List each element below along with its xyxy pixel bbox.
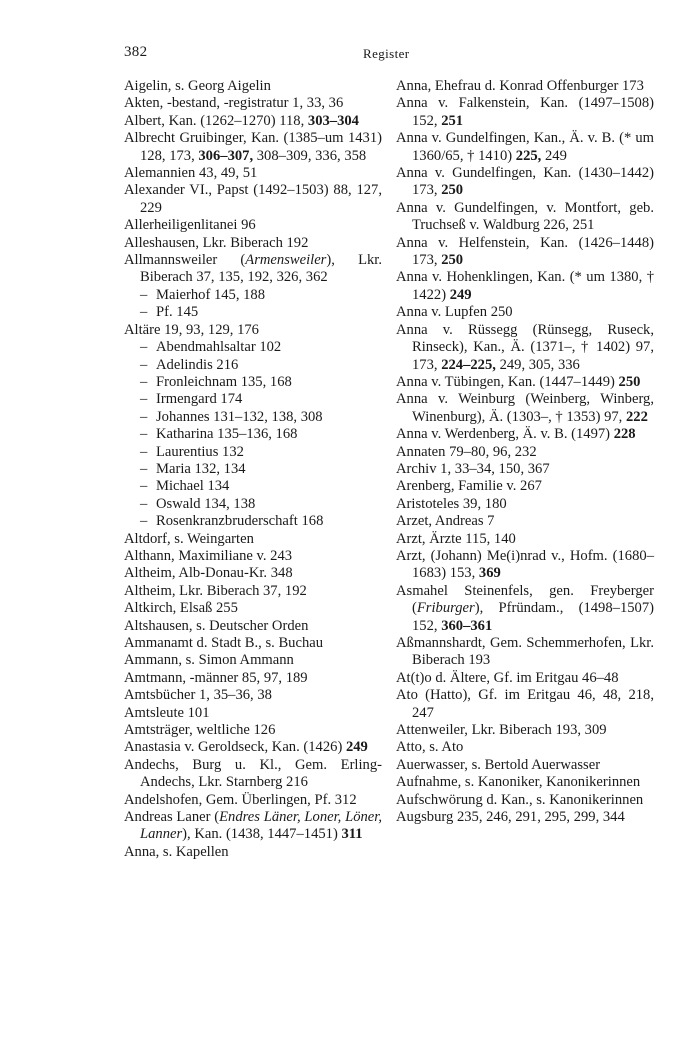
entry-text: Albert, Kan. (1262–1270) 118, [124,112,308,129]
entry-text: Maria 132, 134 [156,460,246,477]
entry-text: Altkirch, Elsaß 255 [124,600,238,617]
entry-text: Archiv 1, 33–34, 150, 367 [396,460,550,477]
page-ref-bold: 250 [441,252,464,269]
variant-name: Endres Läner, Loner, Löner, Lanner [140,809,382,843]
page-ref-bold: 303–304 [307,112,359,129]
entry-text: Arenberg, Familie v. 267 [396,478,542,495]
subentry-dash: – [140,495,148,512]
index-column-right [396,78,654,826]
index-entry [396,374,654,391]
entry-text: Amtsbücher 1, 35–36, 38 [124,687,272,704]
entry-text: Arzt, (Johann) Me(i)nrad v., Hofm. (1680–1683) 153, [396,547,654,582]
entry-text: ), Kan. (1438, 1447–1451) [182,826,342,843]
index-subentry [124,374,382,391]
entry-text: Arzt, Ärzte 115, 140 [396,530,516,547]
index-entry [396,513,654,530]
index-entry [396,687,654,722]
index-entry [124,600,382,617]
entry-text: At(t)o d. Ältere, Gf. im Eritgau 46–48 [396,669,619,686]
entry-text: Irmengard 174 [156,391,243,408]
entry-text: Ammann, s. Simon Ammann [124,652,294,669]
index-subentry [124,426,382,443]
index-subentry [124,478,382,495]
entry-text: Anna v. Helfenstein, Kan. (1426–1448) 173, [396,234,654,269]
entry-text: Laurentius 132 [156,443,244,460]
index-entry [396,531,654,548]
entry-text: Abendmahlsaltar 102 [156,339,282,356]
variant-name: Armensweiler [245,252,327,269]
index-subentry [124,357,382,374]
index-entry [396,322,654,374]
entry-text: Ammanamt d. Stadt B., s. Buchau [124,635,324,651]
index-entry [396,78,654,95]
entry-text: 249 [541,147,567,164]
entry-text: Anna v. Hohenklingen, Kan. (* um 1380, † 1422) [396,269,654,303]
index-entry [124,130,382,165]
index-entry [124,583,382,600]
index-entry [124,113,382,130]
entry-text: Aßmannshardt, Gem. Schemmerhofen, Lkr. Biberach 193 [396,635,654,669]
page-ref-bold: 306–307, [198,147,254,164]
entry-text: Aufnahme, s. Kanoniker, Kanonikerinnen [396,774,641,791]
index-entry [124,844,382,861]
index-entry [124,95,382,112]
index-subentry [124,444,382,461]
index-entry [124,652,382,669]
entry-text: 249, 305, 336 [495,356,580,373]
page-ref-bold: 225, [515,147,542,164]
index-entry [124,739,382,756]
subentry-dash: – [140,513,148,530]
entry-text: Attenweiler, Lkr. Biberach 193, 309 [396,722,607,739]
entry-text: Ato (Hatto), Gf. im Eritgau 46, 48, 218, 247 [396,687,654,721]
subentry-dash: – [140,373,148,390]
subentry-dash: – [140,460,148,477]
page-number: 382 [124,44,148,60]
index-entry [396,583,654,635]
entry-text: Amtsleute 101 [124,704,210,721]
index-entry [396,792,654,809]
page-ref-bold: 369 [478,565,501,582]
index-subentry [124,461,382,478]
index-entry [396,722,654,739]
entry-text: Aufschwörung d. Kan., s. Kanonikerinnen [396,791,644,808]
index-entry [124,670,382,687]
entry-text: Albrecht Gruibinger, Kan. (1385–um 1431) 128, 173, [124,130,382,164]
index-entry [124,565,382,582]
variant-name: Friburger [416,600,475,617]
entry-text: Anna v. Tübingen, Kan. (1447–1449) [396,373,619,390]
subentry-dash: – [140,443,148,460]
entry-text: Fronleichnam 135, 168 [156,373,292,390]
index-entry [124,809,382,844]
index-entry [396,670,654,687]
entry-text: Oswald 134, 138 [156,495,256,512]
index-entry [124,217,382,234]
entry-text: Pf. 145 [156,304,199,321]
subentry-dash: – [140,408,148,425]
index-entry [124,618,382,635]
entry-text: Atto, s. Ato [396,739,464,756]
subentry-dash: – [140,478,148,495]
entry-text: Anna v. Falkenstein, Kan. (1497–1508) 152, [396,95,654,129]
subentry-dash: – [140,391,148,408]
index-column-left [124,78,382,861]
index-entry [124,757,382,792]
index-entry [396,757,654,774]
index-entry [124,531,382,548]
index-subentry [124,339,382,356]
index-entry [124,165,382,182]
entry-text: Maierhof 145, 188 [156,286,266,303]
index-entry [396,461,654,478]
entry-text: Arzet, Andreas 7 [396,513,495,530]
index-entry [396,739,654,756]
entry-text: Anna, Ehefrau d. Konrad Offenburger 173 [396,78,644,94]
entry-text: Andreas Laner ( [124,809,220,826]
index-entry [396,478,654,495]
index-entry [396,269,654,304]
index-subentry [124,409,382,426]
entry-text: Anna v. Rüssegg (Rünsegg, Ruseck, Rinseck), Kan., Ä. (1371–, † 1402) 97, 173, [396,321,654,373]
entry-text: Altdorf, s. Weingarten [124,530,254,547]
page-ref-bold: 224–225, [441,356,496,373]
index-entry [124,182,382,217]
entry-text: Amtsträger, weltliche 126 [124,722,276,739]
page-ref-bold: 222 [625,408,648,425]
index-entry [396,391,654,426]
index-entry [396,95,654,130]
index-entry [124,252,382,287]
index-entry [396,809,654,826]
index-entry [124,792,382,809]
index-entry [396,200,654,235]
index-entry [124,722,382,739]
entry-text: Anna v. Werdenberg, Ä. v. B. (1497) [396,426,614,443]
index-subentry [124,391,382,408]
index-entry [396,496,654,513]
entry-text: Anna v. Gundelfingen, v. Montfort, geb. Truchseß v. Waldburg 226, 251 [396,199,654,234]
page-ref-bold: 251 [441,112,464,129]
index-entry [396,774,654,791]
entry-text: Allerheiligenlitanei 96 [124,217,256,234]
entry-text: Allmannsweiler ( [124,252,246,269]
entry-text: Anastasia v. Geroldseck, Kan. (1426) [124,739,346,756]
page-ref-bold: 228 [613,426,636,443]
index-entry [396,635,654,670]
index-entry [396,444,654,461]
index-entry [124,705,382,722]
entry-text: Anna v. Gundelfingen, Kan. (1430–1442) 173, [396,165,654,199]
entry-text: Altshausen, s. Deutscher Orden [124,617,309,634]
index-entry [396,130,654,165]
entry-text: Amtmann, -männer 85, 97, 189 [124,669,308,686]
subentry-dash: – [140,426,148,443]
running-head: Register [363,46,410,61]
entry-text: Asmahel Steinenfels, gen. Freyberger ( [396,582,654,617]
page-ref-bold: 249 [345,739,368,756]
entry-text: ), Lkr. Biberach 37, 135, 192, 326, 362 [140,252,382,286]
index-entry [124,635,382,652]
page-ref-bold: 311 [341,826,363,843]
entry-text: Alemannien 43, 49, 51 [124,165,258,182]
entry-text: Alexander VI., Papst (1492–1503) 88, 127, 229 [124,182,382,216]
entry-text: Altheim, Alb-Donau-Kr. 348 [124,565,293,582]
index-entry [124,322,382,339]
entry-text: Anna v. Weinburg (Weinberg, Winberg, Winenburg), Ä. (1303–, † 1353) 97, [396,391,654,425]
index-subentry [124,304,382,321]
entry-text: Katharina 135–136, 168 [156,426,298,443]
entry-text: Aristoteles 39, 180 [396,495,507,512]
page-ref-bold: 250 [441,182,464,199]
entry-text: Andelshofen, Gem. Überlingen, Pf. 312 [124,791,357,808]
index-entry [396,548,654,583]
entry-text: 308–309, 336, 358 [253,147,367,164]
index-entry [124,687,382,704]
entry-text: Johannes 131–132, 138, 308 [156,408,323,425]
entry-text: Anna v. Gundelfingen, Kan., Ä. v. B. (* um 1360/65, † 1410) [396,130,654,164]
index-entry [396,235,654,270]
subentry-dash: – [140,339,148,356]
entry-text: Akten, -bestand, -registratur 1, 33, 36 [124,95,344,112]
entry-text: Altäre 19, 93, 129, 176 [124,321,259,338]
page-ref-bold: 360–361 [441,617,493,634]
entry-text: Andechs, Burg u. Kl., Gem. Erling-Andechs, Lkr. Starnberg 216 [124,756,382,791]
entry-text: Michael 134 [156,478,230,495]
entry-text: Annaten 79–80, 96, 232 [396,443,537,460]
subentry-dash: – [140,356,148,373]
index-entry [396,165,654,200]
entry-text: Alleshausen, Lkr. Biberach 192 [124,234,309,251]
subentry-dash: – [140,286,148,303]
index-entry [396,426,654,443]
index-subentry [124,513,382,530]
index-entry [124,548,382,565]
subentry-dash: – [140,304,148,321]
page-ref-bold: 249 [449,286,472,303]
index-subentry [124,287,382,304]
index-entry [396,304,654,321]
entry-text: Aigelin, s. Georg Aigelin [124,78,271,94]
page-ref-bold: 250 [618,373,641,390]
entry-text: Auerwasser, s. Bertold Auerwasser [396,756,601,773]
entry-text: Althann, Maximiliane v. 243 [124,547,293,564]
entry-text: Anna v. Lupfen 250 [396,304,513,321]
index-subentry [124,496,382,513]
entry-text: Anna, s. Kapellen [124,843,229,860]
index-entry [124,235,382,252]
entry-text: Augsburg 235, 246, 291, 295, 299, 344 [396,809,625,826]
entry-text: Rosenkranzbruderschaft 168 [156,513,324,530]
entry-text: Altheim, Lkr. Biberach 37, 192 [124,582,307,599]
entry-text: ), Pfründam., (1498–1507) 152, [412,600,654,634]
index-entry [124,78,382,95]
entry-text: Adelindis 216 [156,356,239,373]
